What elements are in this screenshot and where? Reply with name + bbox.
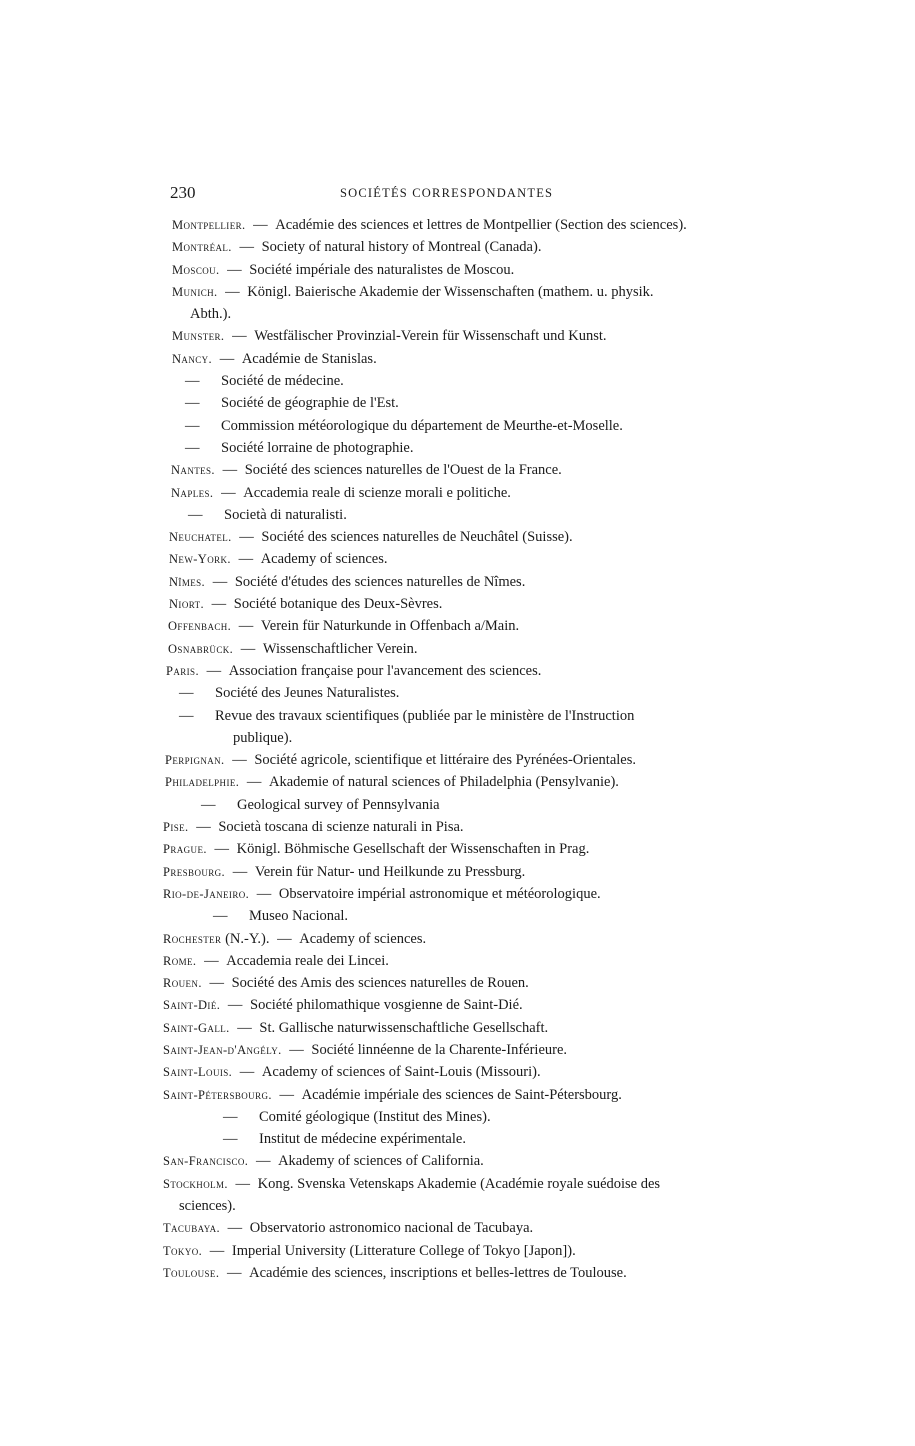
list-item xyxy=(163,370,763,392)
list-item xyxy=(163,1039,763,1061)
society-name: Revue des travaux scientifiques (publiée par le ministère de l'Instruction xyxy=(215,707,635,724)
list-item xyxy=(163,325,763,347)
city-name: Munster. xyxy=(172,329,225,344)
page-number: 230 xyxy=(170,183,196,202)
list-item xyxy=(163,883,763,905)
society-name: Comité géologique (Institut des Mines). xyxy=(259,1108,491,1125)
city-name: Stockholm. xyxy=(163,1176,228,1191)
ditto-dash: — xyxy=(223,1108,238,1125)
dash-separator: — xyxy=(273,930,296,947)
dash-separator: — xyxy=(218,462,241,479)
dash-separator: — xyxy=(221,283,244,300)
society-name: Société des Amis des sciences naturelles de Rouen. xyxy=(231,975,529,992)
ditto-dash: — xyxy=(185,395,200,412)
city-name: Nantes. xyxy=(171,463,215,478)
city-name: Pise. xyxy=(163,820,189,835)
city-name: New-York. xyxy=(169,552,231,567)
list-item xyxy=(163,504,763,526)
dash-separator: — xyxy=(217,484,240,501)
list-item xyxy=(163,972,763,994)
list-item xyxy=(163,928,763,950)
list-item xyxy=(163,1017,763,1039)
city-name: Presbourg. xyxy=(163,864,226,879)
list-item xyxy=(163,1084,763,1106)
society-name: publique). xyxy=(233,729,293,746)
city-suffix: (N.-Y.). xyxy=(225,930,270,947)
city-name: Osnabrück. xyxy=(168,641,234,656)
society-name: Verein für Naturkunde in Offenbach a/Main. xyxy=(260,618,520,635)
list-item xyxy=(163,548,763,570)
list-item xyxy=(163,415,763,437)
list-item xyxy=(163,236,763,258)
list-item xyxy=(163,281,763,303)
list-item xyxy=(163,615,763,637)
society-name: Akademie of natural sciences of Philadelphia (Pensylvanie). xyxy=(269,774,619,791)
dash-separator: — xyxy=(205,975,228,992)
list-item xyxy=(163,437,763,459)
dash-separator: — xyxy=(192,819,215,836)
society-name: Académie impériale des sciences de Saint-Pétersbourg. xyxy=(301,1086,622,1103)
dash-separator: — xyxy=(235,618,257,635)
society-name: Akademy of sciences of California. xyxy=(278,1153,484,1170)
list-item xyxy=(163,638,763,660)
dash-separator: — xyxy=(235,529,258,546)
society-name: Observatorio astronomico nacional de Tacubaya. xyxy=(249,1220,534,1237)
page-header xyxy=(170,183,745,203)
list-item xyxy=(163,593,763,615)
list-item xyxy=(163,1106,763,1128)
list-item xyxy=(163,348,763,370)
ditto-dash: — xyxy=(213,908,228,925)
city-name: Rio-de-Janeiro. xyxy=(163,886,250,901)
list-item xyxy=(163,1061,763,1083)
society-name: St. Gallische naturwissenschaftliche Gesellschaft. xyxy=(259,1019,549,1036)
list-item xyxy=(163,1128,763,1150)
dash-separator: — xyxy=(200,952,223,969)
dash-separator: — xyxy=(224,997,247,1014)
society-name: Académie des sciences et lettres de Montpellier (Section des sciences). xyxy=(275,217,687,233)
city-name: Niort. xyxy=(169,597,205,612)
list-item xyxy=(163,1217,763,1239)
list-item xyxy=(163,1150,763,1172)
society-name: Société agricole, scientifique et littéraire des Pyrénées-Orientales. xyxy=(254,752,637,769)
dash-separator: — xyxy=(231,1175,254,1192)
society-name: Westfälischer Provinzial-Verein für Wissenschaft und Kunst. xyxy=(254,328,607,345)
dash-separator: — xyxy=(224,1220,246,1237)
society-name: Abth.). xyxy=(190,306,232,323)
ditto-dash: — xyxy=(185,373,200,390)
society-name: Société des sciences naturelles de l'Ouest de la France. xyxy=(244,462,562,479)
society-name: Observatoire impérial astronomique et météorologique. xyxy=(278,885,601,902)
list-item xyxy=(163,794,763,816)
dash-separator: — xyxy=(233,1019,256,1036)
city-name: Saint-Gall. xyxy=(163,1020,230,1035)
dash-separator: — xyxy=(249,217,272,233)
society-name: Academy of sciences. xyxy=(260,551,388,568)
city-name: Montpellier. xyxy=(172,218,246,232)
list-item xyxy=(163,950,763,972)
list-item xyxy=(163,705,763,727)
city-name: Rome. xyxy=(163,953,197,968)
city-name: Saint-Pétersbourg. xyxy=(163,1087,272,1102)
city-name: Rouen. xyxy=(163,976,202,991)
city-name: Saint-Louis. xyxy=(163,1065,233,1080)
dash-separator: — xyxy=(285,1041,308,1058)
city-name: Naples. xyxy=(171,485,214,500)
society-name: Accademia reale di scienze morali e politiche. xyxy=(243,484,511,501)
society-name: Société d'études des sciences naturelles de Nîmes. xyxy=(234,573,526,590)
society-name: Association française pour l'avancement des sciences. xyxy=(228,662,542,679)
society-name: Verein für Natur- und Heilkunde zu Pressburg. xyxy=(254,863,526,880)
dash-separator: — xyxy=(216,350,238,367)
society-name: Institut de médecine expérimentale. xyxy=(259,1131,466,1148)
society-name: Imperial University (Litterature College of Tokyo [Japon]). xyxy=(231,1242,576,1259)
list-item xyxy=(163,482,763,504)
ditto-dash: — xyxy=(201,796,216,813)
dash-separator: — xyxy=(253,885,275,902)
society-name: Società di naturalisti. xyxy=(224,506,347,523)
society-name: Société lorraine de photographie. xyxy=(221,439,414,456)
society-name: Accademia reale dei Lincei. xyxy=(226,952,389,969)
society-name: Commission météorologique du département de Meurthe-et-Moselle. xyxy=(221,417,623,434)
society-name: Museo Nacional. xyxy=(249,908,349,925)
city-name: Neuchatel. xyxy=(169,530,232,545)
dash-separator: — xyxy=(223,261,246,278)
list-item xyxy=(163,660,763,682)
dash-separator: — xyxy=(209,573,231,590)
dash-separator: — xyxy=(275,1086,298,1103)
society-name: Société linnéenne de la Charente-Inférieure. xyxy=(311,1041,568,1058)
list-item xyxy=(163,571,763,593)
dash-separator: — xyxy=(237,640,259,657)
society-name: Société de géographie de l'Est. xyxy=(221,395,399,412)
list-item xyxy=(163,1195,763,1217)
dash-separator: — xyxy=(206,1242,228,1259)
society-name: Society of natural history of Montreal (Canada). xyxy=(261,239,542,256)
dash-separator: — xyxy=(228,328,251,345)
society-name: Académie des sciences, inscriptions et belles-lettres de Toulouse. xyxy=(249,1264,627,1281)
ditto-dash: — xyxy=(185,417,200,434)
city-name: Saint-Jean-d'Angély. xyxy=(163,1042,282,1057)
society-name: Société impériale des naturalistes de Moscou. xyxy=(249,261,515,278)
dash-separator: — xyxy=(235,239,258,256)
dash-separator: — xyxy=(243,774,266,791)
society-name: Société philomathique vosgienne de Saint-Dié. xyxy=(250,997,523,1014)
society-name: Société de médecine. xyxy=(221,373,344,390)
list-item xyxy=(163,392,763,414)
city-name: Rochester xyxy=(163,931,222,946)
ditto-dash: — xyxy=(185,439,200,456)
list-item xyxy=(163,727,763,749)
city-name: Munich. xyxy=(172,284,218,299)
society-name: Geological survey of Pennsylvania xyxy=(237,796,440,813)
list-item xyxy=(163,1173,763,1195)
city-name: Tokyo. xyxy=(163,1243,203,1258)
ditto-dash: — xyxy=(188,506,203,523)
dash-separator: — xyxy=(228,752,251,769)
list-item xyxy=(163,459,763,481)
society-name: Società toscana di scienze naturali in Pisa. xyxy=(218,819,464,836)
ditto-dash: — xyxy=(179,707,194,724)
society-name: Kong. Svenska Vetenskaps Akademie (Académie royale suédoise des xyxy=(257,1175,661,1192)
list-item xyxy=(163,861,763,883)
list-item xyxy=(163,303,763,325)
dash-separator: — xyxy=(252,1153,275,1170)
dash-separator: — xyxy=(202,662,225,679)
list-item xyxy=(163,214,763,236)
city-name: Paris. xyxy=(166,663,199,678)
city-name: Tacubaya. xyxy=(163,1221,221,1236)
society-name: Société des Jeunes Naturalistes. xyxy=(215,685,400,702)
city-name: Philadelphie. xyxy=(165,775,240,790)
city-name: Toulouse. xyxy=(163,1265,220,1280)
city-name: Prague. xyxy=(163,842,207,857)
dash-separator: — xyxy=(208,596,230,613)
city-name: Offenbach. xyxy=(168,619,232,634)
dash-separator: — xyxy=(210,841,233,858)
dash-separator: — xyxy=(229,863,251,880)
list-item xyxy=(163,816,763,838)
society-name: Academy of sciences of Saint-Louis (Missouri). xyxy=(261,1064,541,1081)
dash-separator: — xyxy=(234,551,257,568)
city-name: Moscou. xyxy=(172,262,220,277)
list-item xyxy=(163,838,763,860)
list-item xyxy=(163,994,763,1016)
ditto-dash: — xyxy=(179,685,194,702)
society-name: Société botanique des Deux-Sèvres. xyxy=(233,596,443,613)
society-name: Königl. Baierische Akademie der Wissenschaften (mathem. u. physik. xyxy=(247,283,654,300)
city-name: Perpignan. xyxy=(165,753,225,768)
city-name: Saint-Dié. xyxy=(163,998,221,1013)
society-name: Königl. Böhmische Gesellschaft der Wissenschaften in Prag. xyxy=(236,841,590,858)
dash-separator: — xyxy=(236,1064,258,1081)
dash-separator: — xyxy=(223,1264,246,1281)
running-title: SOCIÉTÉS CORRESPONDANTES xyxy=(340,186,554,200)
society-name: Société des sciences naturelles de Neuchâtel (Suisse). xyxy=(261,529,573,546)
society-name: Wissenschaftlicher Verein. xyxy=(262,640,418,657)
society-name: sciences). xyxy=(179,1198,236,1215)
list-item xyxy=(163,1240,763,1262)
list-item xyxy=(163,771,763,793)
city-name: San-Francisco. xyxy=(163,1154,249,1169)
list-item xyxy=(163,526,763,548)
list-item xyxy=(163,682,763,704)
society-list xyxy=(163,214,763,1284)
society-name: Académie de Stanislas. xyxy=(241,350,377,367)
city-name: Montréal. xyxy=(172,240,232,255)
list-item xyxy=(163,905,763,927)
list-item xyxy=(163,259,763,281)
list-item xyxy=(163,749,763,771)
city-name: Nancy. xyxy=(172,351,213,366)
list-item xyxy=(163,1262,763,1284)
society-name: Academy of sciences. xyxy=(299,930,427,947)
ditto-dash: — xyxy=(223,1131,238,1148)
city-name: Nîmes. xyxy=(169,574,206,589)
